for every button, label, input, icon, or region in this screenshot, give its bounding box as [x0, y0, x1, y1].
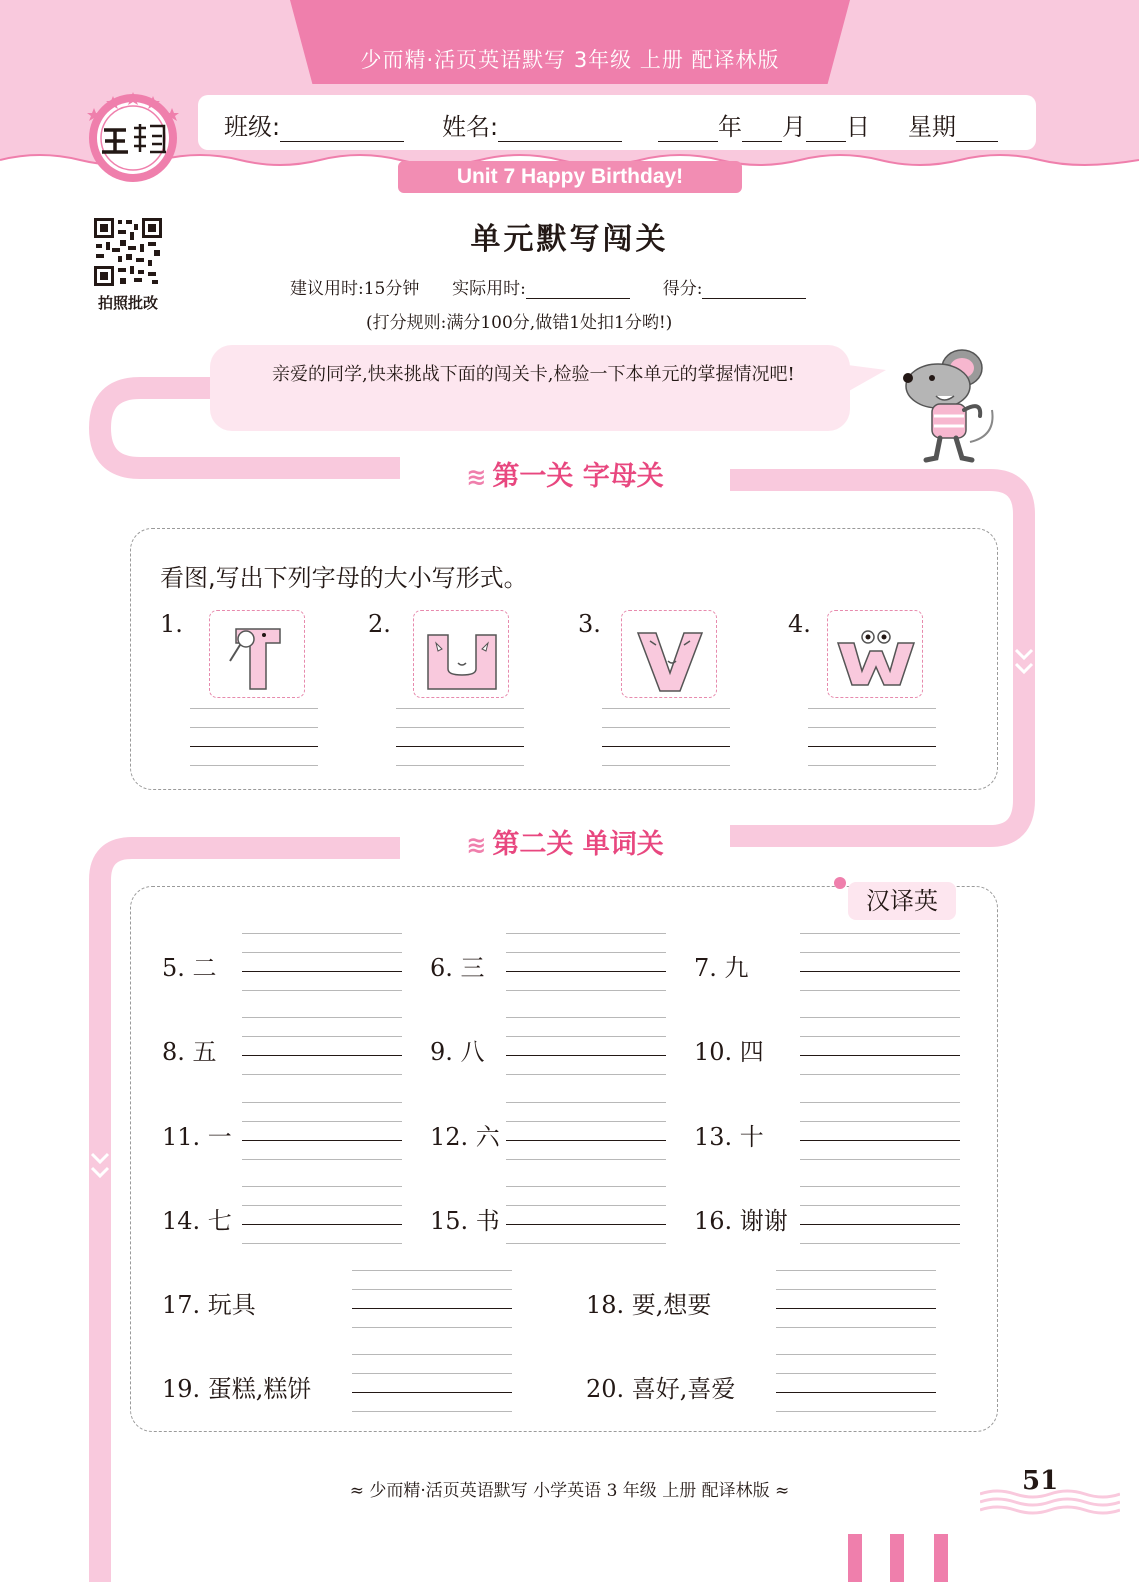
suggested-time: 建议用时:15分钟	[290, 279, 420, 299]
word-7-lines[interactable]	[800, 915, 960, 991]
weekday-label: 星期	[908, 113, 956, 141]
letter-v-picture	[621, 610, 717, 698]
word-17-lines[interactable]	[352, 1252, 512, 1328]
word-9-lines[interactable]	[506, 999, 666, 1075]
word-13-lines[interactable]	[800, 1084, 960, 1160]
word-19-label: 19. 蛋糕,糕饼	[162, 1375, 312, 1403]
time-line	[290, 274, 806, 299]
item-1-writing-lines[interactable]	[190, 690, 318, 766]
year-label: 年	[718, 113, 742, 141]
section-1-heading: ≋ 第一关 字母关	[400, 456, 730, 498]
name-label: 姓名:	[442, 113, 499, 141]
word-19-lines[interactable]	[352, 1336, 512, 1412]
word-12-label: 12. 六	[430, 1123, 500, 1151]
word-20-lines[interactable]	[776, 1336, 936, 1412]
item-3-number: 3.	[578, 610, 601, 638]
letter-w-icon	[828, 611, 924, 699]
word-6-lines[interactable]	[506, 915, 666, 991]
qr-label: 拍照批改	[97, 294, 158, 312]
year-blank[interactable]	[658, 116, 718, 142]
tag-dot	[834, 877, 846, 889]
translation-tag: 汉译英	[848, 882, 956, 920]
day-label: 日	[846, 113, 870, 141]
word-14-label: 14. 七	[162, 1207, 232, 1235]
letter-t-picture	[209, 610, 305, 698]
month-label: 月	[782, 113, 806, 141]
word-10-lines[interactable]	[800, 999, 960, 1075]
word-5-label: 5. 二	[162, 954, 217, 982]
word-16-label: 16. 谢谢	[694, 1207, 788, 1235]
item-4-number: 4.	[788, 610, 811, 638]
brand-logo-icon	[80, 90, 186, 186]
word-11-lines[interactable]	[242, 1084, 402, 1160]
bubble-tail	[840, 360, 890, 400]
score-label: 得分:	[662, 279, 703, 299]
class-field[interactable]	[224, 107, 404, 142]
item-2-writing-lines[interactable]	[396, 690, 524, 766]
word-12-lines[interactable]	[506, 1084, 666, 1160]
item-1-number: 1.	[160, 610, 183, 638]
page-edge-bars	[848, 1534, 958, 1582]
day-blank[interactable]	[806, 116, 846, 142]
class-label: 班级:	[224, 113, 281, 141]
word-11-label: 11. 一	[162, 1123, 232, 1151]
footer-text: ≈ 少而精·活页英语默写 小学英语 3 年级 上册 配译林版 ≈	[349, 1481, 790, 1501]
word-16-lines[interactable]	[800, 1168, 960, 1244]
wave-icon: ≋	[466, 463, 487, 491]
class-blank[interactable]	[280, 116, 404, 142]
word-15-label: 15. 书	[430, 1207, 500, 1235]
wave-icon: ≋	[466, 831, 487, 859]
word-5-lines[interactable]	[242, 915, 402, 991]
word-14-lines[interactable]	[242, 1168, 402, 1244]
month-blank[interactable]	[742, 116, 782, 142]
word-17-label: 17. 玩具	[162, 1291, 256, 1319]
letter-w-picture	[827, 610, 923, 698]
section-2-heading: ≋ 第二关 单词关	[400, 824, 730, 866]
item-4-writing-lines[interactable]	[808, 690, 936, 766]
word-9-label: 9. 八	[430, 1038, 485, 1066]
score-blank[interactable]	[702, 279, 806, 299]
page-number: 51	[1022, 1466, 1059, 1496]
letter-u-picture	[413, 610, 509, 698]
unit-banner: Unit 7 Happy Birthday!	[398, 161, 742, 193]
scoring-rule: (打分规则:满分100分,做错1处扣1分哟!)	[366, 313, 673, 333]
word-20-label: 20. 喜好,喜爱	[586, 1375, 736, 1403]
page-title: 单元默写闯关	[470, 222, 669, 257]
letter-u-icon	[414, 611, 510, 699]
actual-time-blank[interactable]	[526, 279, 630, 299]
word-8-label: 8. 五	[162, 1038, 217, 1066]
item-2-number: 2.	[368, 610, 391, 638]
word-18-lines[interactable]	[776, 1252, 936, 1328]
word-15-lines[interactable]	[506, 1168, 666, 1244]
name-blank[interactable]	[498, 116, 622, 142]
date-field[interactable]	[658, 107, 870, 142]
weekday-field[interactable]	[908, 107, 998, 142]
section-1-instruction: 看图,写出下列字母的大小写形式。	[160, 564, 528, 592]
name-field[interactable]	[442, 107, 622, 142]
intro-text: 亲爱的同学,快来挑战下面的闯关卡,检验一下本单元的掌握情况吧!	[272, 364, 795, 385]
item-3-writing-lines[interactable]	[602, 690, 730, 766]
word-18-label: 18. 要,想要	[586, 1291, 712, 1319]
series-title: 少而精·活页英语默写 3年级 上册 配译林版	[360, 48, 780, 72]
mouse-mascot-icon	[896, 346, 1006, 468]
actual-time-label: 实际用时:	[452, 279, 526, 299]
weekday-blank[interactable]	[956, 116, 998, 142]
word-6-label: 6. 三	[430, 954, 485, 982]
word-10-label: 10. 四	[694, 1038, 764, 1066]
letter-v-icon	[622, 611, 718, 699]
word-7-label: 7. 九	[694, 954, 749, 982]
letter-t-icon	[210, 611, 306, 699]
word-8-lines[interactable]	[242, 999, 402, 1075]
word-13-label: 13. 十	[694, 1123, 764, 1151]
